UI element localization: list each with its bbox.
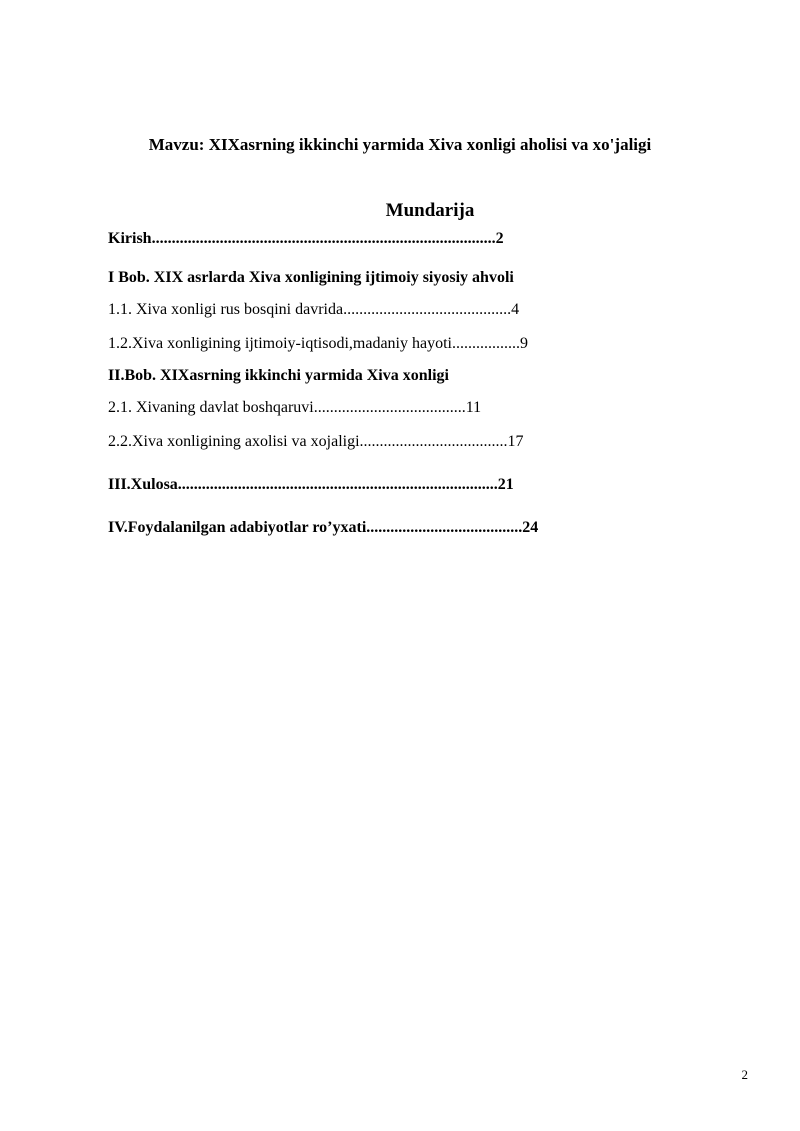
toc-entry-introduction: Kirish......................................................................................2 [108,230,504,247]
toc-entry-section-1-1: 1.1. Xiva xonligi rus bosqini davrida..........................................4 [108,301,520,318]
toc-entry-conclusion: III.Xulosa................................................................................21 [108,476,514,493]
toc-entry-section-2-2: 2.2.Xiva xonligining axolisi va xojaligi.....................................17 [108,433,524,450]
toc-entry-chapter-2: II.Bob. XIXasrning ikkinchi yarmida Xiva xonligi [108,367,449,384]
toc-entry-section-2-1: 2.1. Xivaning davlat boshqaruvi......................................11 [108,399,482,416]
toc-entry-section-1-2: 1.2.Xiva xonligining ijtimoiy-iqtisodi,madaniy hayoti.................9 [108,335,528,352]
page-number: 2 [741,1067,748,1082]
toc-entry-chapter-1: I Bob. XIX asrlarda Xiva xonligining ijtimoiy siyosiy ahvoli [108,269,514,286]
toc-heading: Mundarija [385,200,475,221]
document-topic: Mavzu: XIXasrning ikkinchi yarmida Xiva xonligi aholisi va xo'jaligi [148,135,652,154]
toc-entry-references: IV.Foydalanilgan adabiyotlar ro’yxati.......................................24 [108,519,539,536]
